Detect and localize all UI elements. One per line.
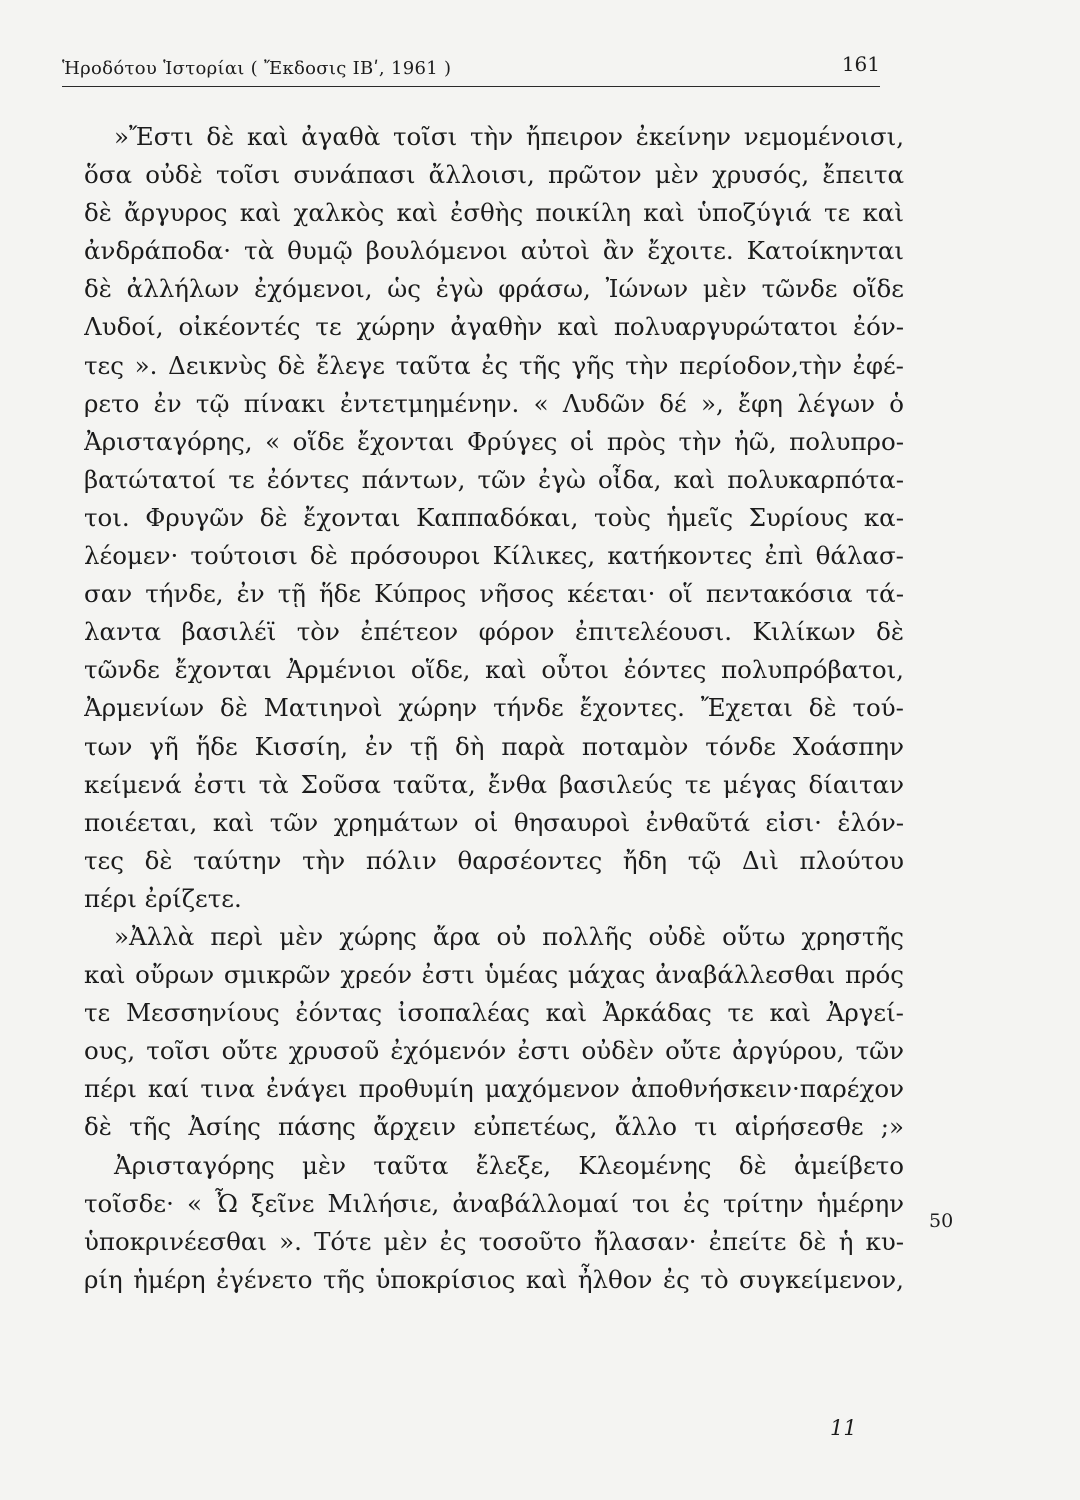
running-header-title: Ἡροδότου Ἱστορίαι ( Ἔκδοσις ΙΒʹ, 1961 ) [62, 58, 452, 79]
text-line: τοι. Φρυγῶν δὲ ἔχονται Καππαδόκαι, τοὺς ἡμεῖς Συρίους κα- [84, 502, 904, 532]
text-line: πέρι καί τινα ἐνάγει προθυμίη μαχόμενον ἀποθνήσκειν·παρέχον [84, 1074, 904, 1104]
text-line: δὲ ἄργυρος καὶ χαλκὸς καὶ ἐσθὴς ποικίλη καὶ ὑποζύγιά τε καὶ [84, 198, 904, 228]
text-line: Ἀρισταγόρης, « οἵδε ἔχονται Φρύγες οἱ πρὸς τὴν ἠῶ, πολυπρο- [84, 426, 904, 456]
running-header [62, 46, 880, 87]
text-line: καὶ οὔρων σμικρῶν χρεόν ἐστι ὑμέας μάχας ἀναβάλλεσθαι πρός [84, 960, 904, 990]
text-line: ὑποκρινέεσθαι ». Τότε μὲν ἐς τοσοῦτο ἤλασαν· ἐπείτε δὲ ἡ κυ- [84, 1226, 904, 1256]
text-line: δὲ ἀλλήλων ἐχόμενοι, ὡς ἐγὼ φράσω, Ἰώνων μὲν τῶνδε οἵδε [84, 274, 904, 304]
text-line: Ἀρισταγόρης μὲν ταῦτα ἔλεξε, Κλεομένης δὲ ἀμείβετο [114, 1150, 904, 1180]
text-line: λέομεν· τούτοισι δὲ πρόσουροι Κίλικες, κατήκοντες ἐπὶ θάλασ- [84, 541, 904, 571]
text-line: ους, τοῖσι οὔτε χρυσοῦ ἐχόμενόν ἐστι οὐδὲν οὔτε ἀργύρου, τῶν [84, 1036, 904, 1066]
text-line: ρετο ἐν τῷ πίνακι ἐντετμημένην. « Λυδῶν δέ », ἔφη λέγων ὁ [84, 388, 904, 418]
text-line: ὅσα οὐδὲ τοῖσι συνάπασι ἄλλοισι, πρῶτον μὲν χρυσός, ἔπειτα [84, 160, 904, 190]
text-line: τες δὲ ταύτην τὴν πόλιν θαρσέοντες ἤδη τῷ Διὶ πλούτου [84, 845, 904, 875]
text-line: βατώτατοί τε ἐόντες πάντων, τῶν ἐγὼ οἶδα, καὶ πολυκαρπότα- [84, 464, 904, 494]
text-line: Λυδοί, οἰκέοντές τε χώρην ἀγαθὴν καὶ πολυαργυρώτατοι ἐόν- [84, 312, 904, 342]
text-line: κείμενά ἐστι τὰ Σοῦσα ταῦτα, ἔνθα βασιλεύς τε μέγας δίαιταν [84, 769, 904, 799]
text-line: τοῖσδε· « Ὦ ξεῖνε Μιλήσιε, ἀναβάλλομαί τοι ἐς τρίτην ἡμέρην [84, 1188, 904, 1218]
text-line: τῶνδε ἔχονται Ἀρμένιοι οἵδε, καὶ οὗτοι ἐόντες πολυπρόβατοι, [84, 655, 904, 685]
text-line: »Ἀλλὰ περὶ μὲν χώρης ἄρα οὐ πολλῆς οὐδὲ οὕτω χρηστῆς [114, 921, 904, 951]
text-line: Ἀρμενίων δὲ Ματιηνοὶ χώρην τήνδε ἔχοντες. Ἔχεται δὲ τού- [84, 693, 904, 723]
page-number: 161 [841, 52, 880, 76]
text-line: δὲ τῆς Ἀσίης πάσης ἄρχειν εὐπετέως, ἄλλο τι αἱρήσεσθε ;» [84, 1112, 904, 1142]
text-line: τες ». Δεικνὺς δὲ ἔλεγε ταῦτα ἐς τῆς γῆς τὴν περίοδον,τὴν ἐφέ- [84, 350, 904, 380]
text-line: »Ἔστι δὲ καὶ ἀγαθὰ τοῖσι τὴν ἤπειρον ἐκείνην νεμομένοισι, [114, 122, 904, 151]
text-line: των γῆ ἥδε Κισσίη, ἐν τῇ δὴ παρὰ ποταμὸν τόνδε Χοάσπην [84, 731, 904, 761]
text-line: σαν τήνδε, ἐν τῇ ἥδε Κύπρος νῆσος κέεται· οἵ πεντακόσια τά- [84, 579, 904, 609]
signature-mark: 11 [830, 1416, 857, 1440]
text-line: ποιέεται, καὶ τῶν χρημάτων οἱ θησαυροὶ ἐνθαῦτά εἰσι· ἑλόν- [84, 807, 904, 837]
text-line: ρίη ἡμέρη ἐγένετο τῆς ὑποκρίσιος καὶ ἦλθον ἐς τὸ συγκείμενον, [84, 1264, 904, 1294]
text-line: ἀνδράποδα· τὰ θυμῷ βουλόμενοι αὐτοὶ ἂν ἔχοιτε. Κατοίκηνται [84, 236, 904, 266]
margin-line-number: 50 [929, 1210, 954, 1232]
body-text [84, 118, 904, 1299]
text-line: λαντα βασιλέϊ τὸν ἐπέτεον φόρον ἐπιτελέουσι. Κιλίκων δὲ [84, 617, 904, 647]
text-line: πέρι ἐρίζετε. [84, 883, 242, 913]
text-line: τε Μεσσηνίους ἐόντας ἰσοπαλέας καὶ Ἀρκάδας τε καὶ Ἀργεί- [84, 998, 904, 1028]
